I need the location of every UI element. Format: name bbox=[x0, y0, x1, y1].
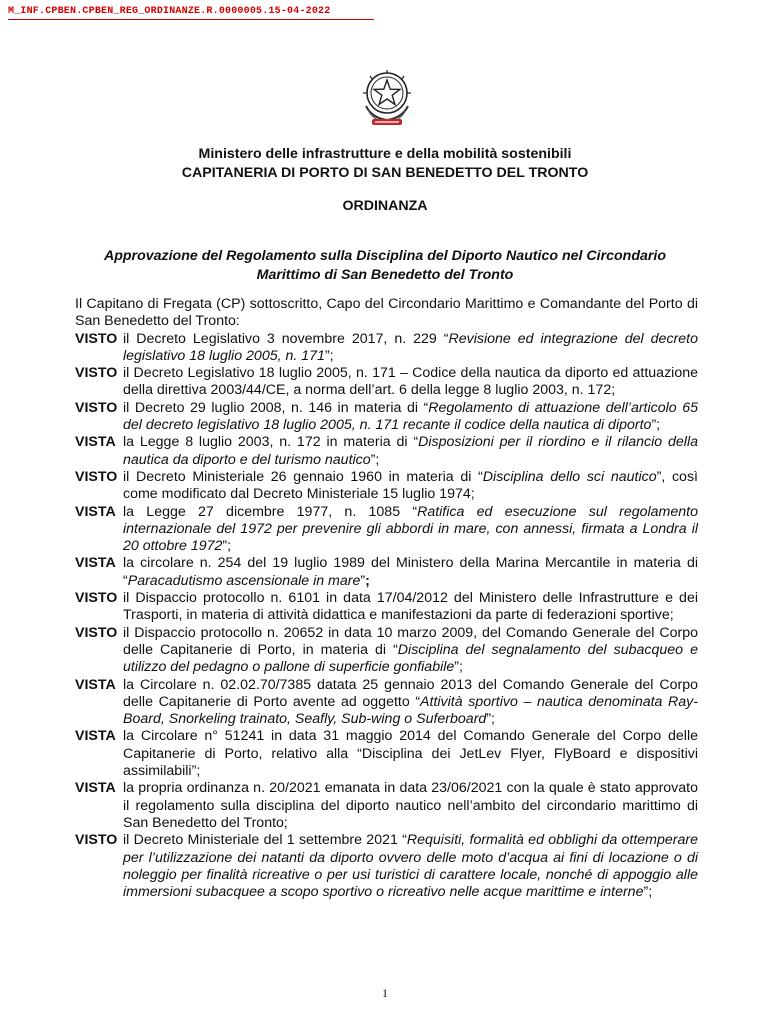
intro-paragraph: Il Capitano di Fregata (CP) sottoscritto, Capo del Circondario Marittimo e Comandante del Porto di San Benedetto del Tronto: bbox=[75, 296, 698, 330]
clause-keyword: VISTO bbox=[75, 399, 118, 416]
clause-text: il Decreto Legislativo 3 novembre 2017, n. 229 “ bbox=[123, 330, 449, 347]
clause-text: ; bbox=[365, 572, 370, 589]
clause-keyword: VISTA bbox=[75, 780, 116, 797]
clause-quoted-title: Regolamento di attuazione dell’articolo 65 del decreto legislativo 18 luglio 2005, n. 171 recante il codice della nautica di diporto bbox=[123, 399, 698, 434]
clause-quoted-title: Disposizioni per il riordino e il rilancio della nautica da diporto e del turismo nautico bbox=[123, 434, 698, 468]
recital-clause bbox=[75, 400, 698, 435]
clause-keyword: VISTA bbox=[75, 728, 116, 745]
clause-text: la propria ordinanza n. 20/2021 emanata in data 23/06/2021 con la quale è stato approvato il regolamento sulla disciplina del diporto nautico nell’ambito del circondario marittimo di San Benedetto del Tronto; bbox=[123, 780, 698, 831]
recital-clause bbox=[75, 780, 698, 832]
clause-quoted-title: Attività sportivo – nautica denominata Ray-Board, Snorkeling trainato, Seafly, Sub-wing o Suferboard bbox=[123, 693, 698, 728]
clause-quoted-title: Disciplina dello sci nautico bbox=[482, 468, 657, 485]
clause-text: il Dispaccio protocollo n. 6101 in data 17/04/2012 del Ministero delle Infrastrutture e dei Trasporti, in materia di attività didattica e manifestazioni da parte di federazioni sportive; bbox=[123, 590, 698, 624]
clause-text: ”; bbox=[222, 538, 232, 555]
clause-quoted-title: Revisione ed integrazione del decreto legislativo 18 luglio 2005, n. 171 bbox=[123, 330, 698, 364]
clause-keyword: VISTA bbox=[75, 676, 116, 693]
clause-text: il Decreto 29 luglio 2008, n. 146 in materia di “ bbox=[123, 399, 429, 416]
clause-keyword: VISTO bbox=[75, 330, 118, 347]
clause-text: ”; bbox=[324, 347, 334, 364]
recital-clause bbox=[75, 504, 698, 556]
letterhead bbox=[60, 145, 710, 183]
recital-clause bbox=[75, 625, 698, 677]
ministry-name: Ministero delle infrastrutture e della mobilità sostenibili bbox=[198, 146, 572, 162]
clause-text: ”; bbox=[651, 417, 661, 434]
clause-text: ” bbox=[360, 572, 366, 589]
clause-quoted-title: Ratifica ed esecuzione sul regolamento internazionale del 1972 per prevenire gli abbordi in mare, con annessi, firmata a Londra il 20 ottobre 1972 bbox=[123, 503, 698, 555]
clause-text: ”; bbox=[643, 884, 653, 901]
clause-text: il Decreto Legislativo 18 luglio 2005, n. 171 – Codice della nautica da diporto ed attuazione della direttiva 2003/44/CE, a norma dell’art. 6 della legge 8 luglio 2003, n. 172; bbox=[123, 365, 698, 399]
clause-keyword: VISTA bbox=[75, 503, 116, 520]
recital-clause bbox=[75, 434, 698, 469]
recital-clause bbox=[75, 331, 698, 366]
clause-keyword: VISTO bbox=[75, 365, 118, 382]
clause-keyword: VISTA bbox=[75, 555, 116, 572]
recital-clause bbox=[75, 677, 698, 729]
clause-text: la Circolare n° 51241 in data 31 maggio 2014 del Comando Generale del Corpo delle Capitanerie di Porto, relativo alla “Disciplina dei JetLev Flyer, FlyBoard e dispositivi assimilabili”; bbox=[123, 728, 698, 780]
clause-text: ”; bbox=[454, 659, 463, 676]
recital-clause bbox=[75, 590, 698, 625]
clause-quoted-title: Disciplina del segnalamento del subacqueo e utilizzo del pedagno o pallone di superficie gonfiabile bbox=[123, 641, 698, 676]
clause-keyword: VISTO bbox=[75, 624, 118, 641]
subject-title bbox=[60, 247, 710, 285]
clause-text: la circolare n. 254 del 19 luglio 1989 del Ministero della Marina Mercantile in materia di “ bbox=[123, 555, 698, 589]
subject-line-2: Marittimo di San Benedetto del Tronto bbox=[256, 267, 514, 283]
clause-text: il Dispaccio protocollo n. 20652 in data 10 marzo 2009, del Comando Generale del Corpo delle Capitanerie di Porto, in materia di “ bbox=[123, 624, 698, 658]
clause-quoted-title: Requisiti, formalità ed obblighi da ottemperare per l’utilizzazione dei natanti da diporto ovvero delle moto d’acqua ai fini di locazione o di noleggio per finalità ricreative o per usi turistici di carattere locale, nonché di appoggio alle immersioni subacquee a scopo sportivo o ricreativo nelle acque marittime e interne bbox=[123, 832, 698, 901]
emblem-of-italy-icon bbox=[358, 66, 416, 128]
clause-text: la Legge 27 dicembre 1977, n. 1085 “ bbox=[123, 503, 418, 520]
authority-name: CAPITANERIA DI PORTO DI SAN BENEDETTO DEL TRONTO bbox=[181, 165, 589, 181]
page-number: 1 bbox=[382, 986, 388, 1000]
recital-clause bbox=[75, 555, 698, 590]
clause-text: ”, così come modificato dal Decreto Ministeriale 15 luglio 1974; bbox=[123, 468, 698, 503]
subject-line-1: Approvazione del Regolamento sulla Disciplina del Diporto Nautico nel Circondario bbox=[103, 248, 667, 264]
recital-clause bbox=[75, 832, 698, 901]
clause-keyword: VISTA bbox=[75, 434, 116, 451]
clause-text: il Decreto Ministeriale 26 gennaio 1960 in materia di “ bbox=[123, 468, 483, 485]
clause-text: il Decreto Ministeriale del 1 settembre 2021 “ bbox=[123, 832, 407, 849]
document-type: ORDINANZA bbox=[342, 198, 428, 214]
clause-text: ”; bbox=[370, 451, 380, 468]
clause-keyword: VISTO bbox=[75, 590, 118, 607]
recital-clause bbox=[75, 469, 698, 504]
protocol-underline bbox=[8, 19, 374, 20]
clause-keyword: VISTO bbox=[75, 468, 118, 485]
recital-clause bbox=[75, 728, 698, 780]
clause-text: ”; bbox=[486, 711, 495, 728]
clause-keyword: VISTO bbox=[75, 832, 118, 849]
clause-quoted-title: Paracadutismo ascensionale in mare bbox=[127, 572, 361, 589]
clause-list bbox=[75, 331, 698, 902]
document-body bbox=[75, 296, 698, 901]
protocol-code: M_INF.CPBEN.CPBEN_REG_ORDINANZE.R.0000005.15-04-2022 bbox=[8, 6, 331, 17]
recital-clause bbox=[75, 365, 698, 400]
clause-text: la Circolare n. 02.02.70/7385 datata 25 gennaio 2013 del Comando Generale del Corpo delle Capitanerie di Porto avente ad oggetto “ bbox=[123, 676, 698, 710]
clause-text: la Legge 8 luglio 2003, n. 172 in materia di “ bbox=[123, 434, 419, 451]
